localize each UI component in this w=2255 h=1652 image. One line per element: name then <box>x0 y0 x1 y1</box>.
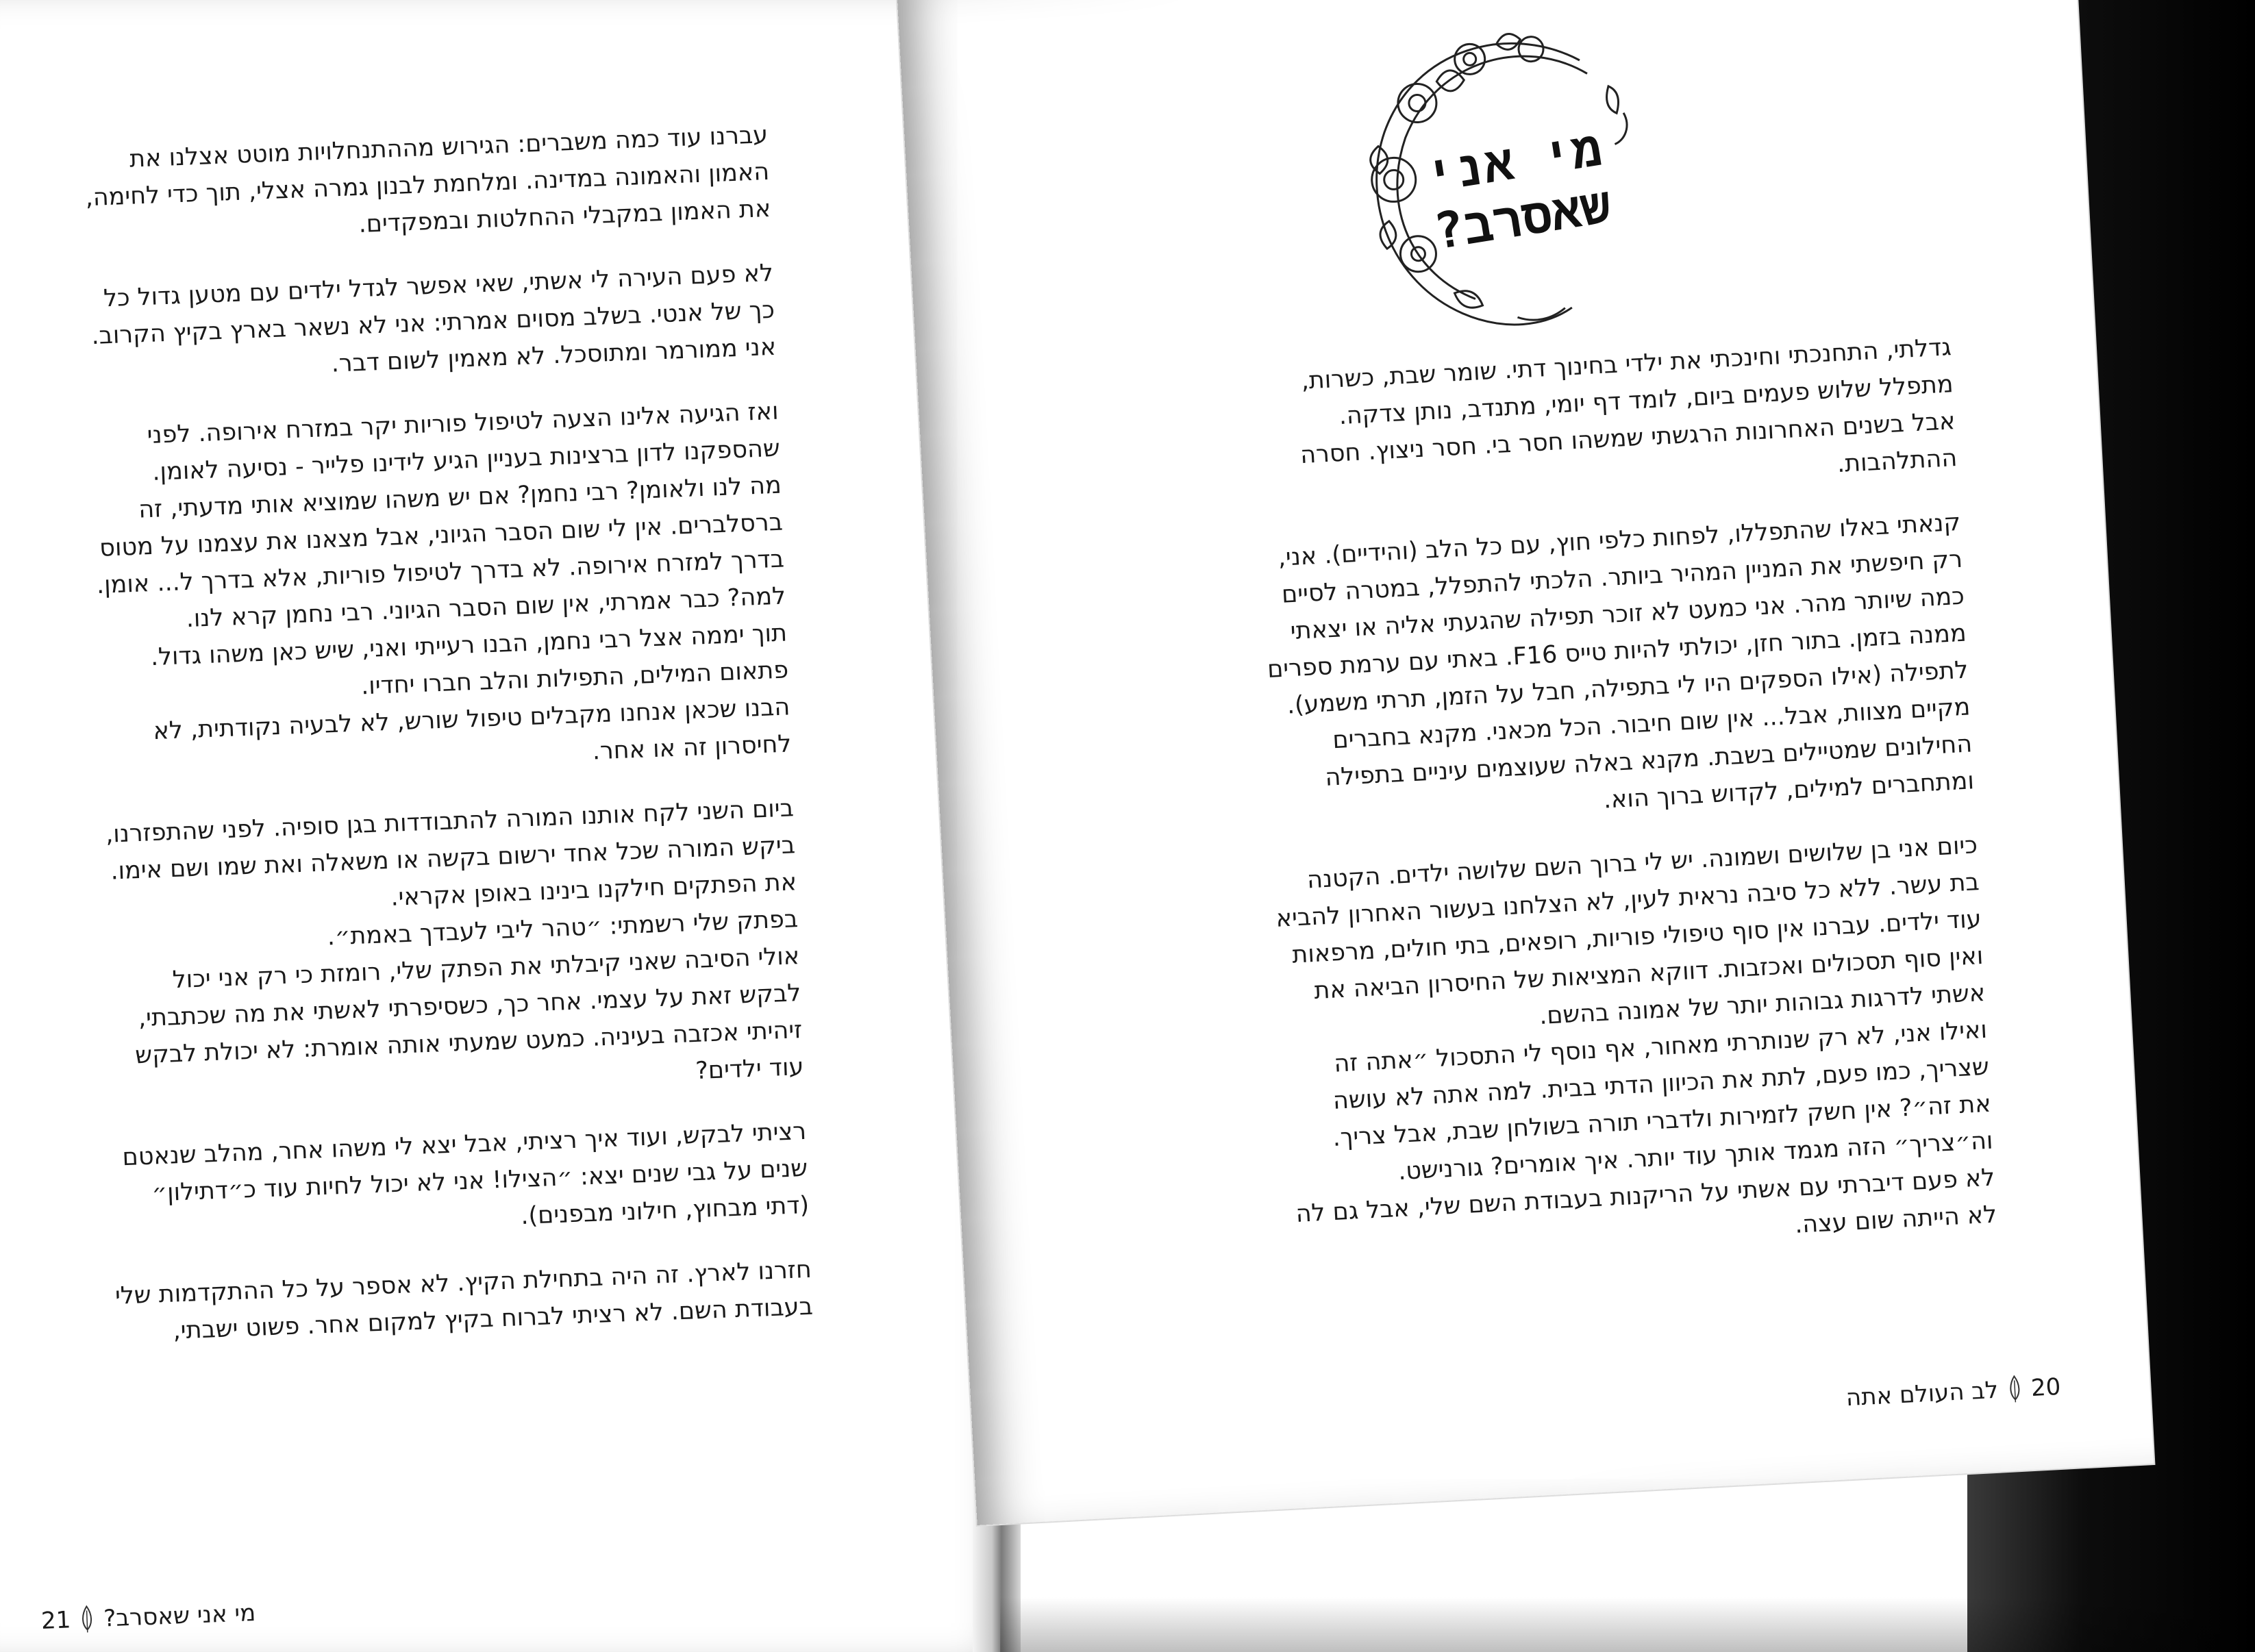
right-page-footer <box>1845 1373 2062 1412</box>
left-running-title: מי אני שאסרב? <box>103 1599 256 1633</box>
left-page-body <box>0 116 814 1382</box>
left-paragraph-6: חזרנו לארץ. זה היה בתחילת הקיץ. לא אספר על כל ההתקדמות שלי בעבודת השם. לא רציתי לברוח בקיץ למקום אחר. פשוט ישבתי, <box>114 1255 814 1345</box>
left-paragraph-1: עברנו עוד כמה משברים: הגירוש מההתנחלויות מוטט אצלנו את האמון והאמונה במדינה. ומלחמת לבנון גמרה אצלי, תוך כדי לחימה, את האמון במקבלי ההחלטות ובמפקדים. <box>84 121 771 238</box>
chapter-header <box>1331 8 1676 353</box>
right-paragraph-1: גדלתי, התחנכתי וחינכתי את ילדי בחינוך דתי. שומר שבת, כשרות, מתפלל שלוש פעמים ביום, לומד דף יומי, מתנדב, נותן צדקה. אבל בשנים האחרונות הרגשתי שמשהו חסר בי. חסר ניצוץ. חסרה ההתלהבות. <box>1299 334 1958 479</box>
right-page-number: 20 <box>2030 1373 2062 1403</box>
leaf-icon <box>2007 1375 2022 1404</box>
left-paragraph-2: לא פעם העירה לי אשתי, שאי אפשר לגדל ילדים עם מטען גדול כל כך של אנטי. בשלב מסוים אמרתי: אני לא נשאר בארץ בקיץ הקרוב. אני ממורמר ומתוסכל. לא מאמין לשום דבר. <box>90 259 777 378</box>
right-page <box>897 0 2154 1525</box>
left-paragraph-4: ביום השני לקח אותנו המורה להתבודדות בגן סופיה. לפני שהתפזרנו, ביקש המורה שכל אחד ירשום בקשה או משאלה ואת שמו ושם אימו. את הפתקים חילקנו בינינו באופן אקראי. בפתק שלי רשמתי: ״טהר ליבי לעבדך באמת״. אולי הסיבה שאני קיבלתי את הפתק שלי, רומזת כי רק אני יכול לבקש זאת על עצמי. אחר כך, כשסיפרתי לאשתי את מה שכתבתי, זיהיתי אכזבה בעיניה. כמעט שמעתי אותה אומרת: לא יכולת לבקש עוד ילדים? <box>105 794 805 1086</box>
right-paragraph-2: קנאתי באלו שהתפללו, לפחות כלפי חוץ, עם כל הלב (והידיים). אני, רק חיפשתי את המניין המהיר ביותר. הלכתי להתפלל, במטרה לסיים כמה שיותר מהר. אני כמעט לא זוכר תפילה שהגעתי אליה או יצאתי ממנה בזמן. בתור חזן, יכולתי להיות טייס F16. באתי עם ערמת ספרים לתפילה (אילו הספקים היו לי בתפילה, חבל על הזמן, תרתי משמע). מקיים מצוות, אבל... אין שום חיבור. הכל מכאני. מקנא בחברים החילונים שמטיילים בשבת. מקנא באלה שעוצמים עיניים בתפילה ומתחברים למילים, לקדוש ברוך הוא. <box>1267 508 1975 814</box>
leaf-icon <box>80 1605 95 1634</box>
left-page-number: 21 <box>40 1606 72 1635</box>
left-paragraph-3: ואז הגיעה אלינו הצעה לטיפול פוריות יקר במזרח אירופה. לפני שהספקנו לדון ברצינות בעניין הגיע לידינו פלייר - נסיעה לאומן. מה לנו ולאומן? רבי נחמן? אם יש משהו שמוציא אותי מדעתי, זה ברסלברים. אין לי שום הסבר הגיוני, אבל מצאנו את עצמנו על מטוס בדרך למזרח אירופה. לא בדרך לטיפול פוריות, אלא בדרך ל... אומן. למה? כבר אמרתי, אין שום הסבר הגיוני. רבי נחמן קרא לנו. תוך יממה אצל רבי נחמן, הבנו רעייתי ואני, שיש כאן משהו גדול. פתאום המילים, התפילות והלב חברו יחדיו. הבנו שכאן אנחנו מקבלים טיפול שורש, לא לבעיה נקודתית, לא לחיסרון זה או אחר. <box>96 397 792 766</box>
chapter-title: מי אני שאסרב? <box>1421 118 1615 261</box>
right-paragraph-3: כיום אני בן שלושים ושמונה. יש לי ברוך השם שלושה ילדים. הקטנה בת עשר. ללא כל סיבה נראית לעין, לא הצלחנו בעשור האחרון להביא עוד ילדים. עברנו אין סוף טיפולי פוריות, רופאים, בתי חולים, מרפאות ואין סוף תסכולים ואכזבות. דווקא המציאות של החיסרון הביאה את אשתי לדרגות גבוהות יותר של אמונה בהשם. ואילו אני, לא רק שנותרתי מאחור, אף נוסף לי התסכול ״אתה זה שצריך, כמו פעם, לתת את הכיוון הדתי בבית. למה אתה לא עושה את זה״? אין חשק לזמירות ולדברי תורה בשולחן שבת, אבל צריך. וה״צריך״ הזה מגמד אותך עוד יותר. איך אומרים? גורנישט. לא פעם דיברתי עם אשתי על הריקנות בעבודת השם שלי, אבל גם לה לא הייתה שום עצה. <box>1275 831 1998 1239</box>
right-page-body <box>1020 329 1999 1309</box>
left-page <box>0 0 1007 1652</box>
left-page-footer <box>40 1599 256 1636</box>
bottom-shadow <box>1000 1597 2255 1652</box>
left-paragraph-5: רציתי לבקש, ועוד איך רציתי, אבל יצא לי משהו אחר, מהלב שנאטם שנים על גבי שנים יצא: ״הצילו! אני לא יכול לחיות עוד כ״דתילון״ (דתי מבחוץ, חילוני מבפנים). <box>121 1117 810 1230</box>
right-running-title: לב העולם אתה <box>1845 1376 1999 1412</box>
